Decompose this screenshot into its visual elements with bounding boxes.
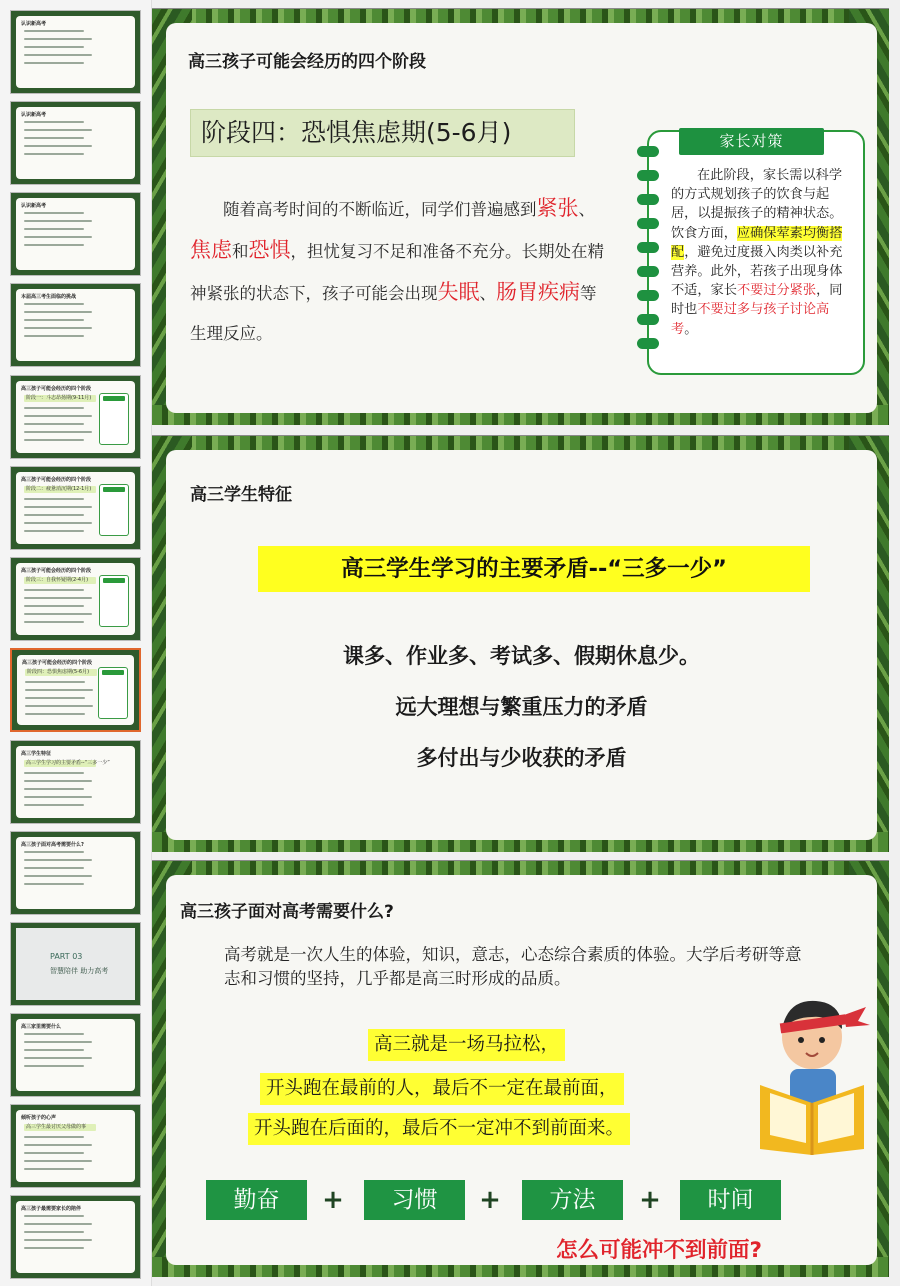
thumbnail-card	[16, 16, 135, 88]
thumbnail-text-line	[24, 335, 84, 337]
trait-line: 远大理想与繁重压力的矛盾	[395, 695, 648, 719]
notebook-ring	[637, 290, 659, 301]
slide-title: 高三学生特征	[190, 485, 292, 505]
slide-thumbnail[interactable]	[10, 101, 141, 185]
slide-title: 高三孩子可能会经历的四个阶段	[188, 52, 426, 72]
thumbnail-card	[16, 1019, 135, 1091]
slide-thumbnail[interactable]	[10, 740, 141, 824]
parent-advice-notebook	[647, 130, 865, 375]
thumbnail-title: 高三孩子最需要家长的陪伴	[21, 1206, 82, 1212]
exam-experience-text: 高考就是一次人生的体验，知识，意志，心态综合素质的体验。大学后考研等意志和习惯的坚持，几乎都是高三时形成的品质。	[224, 945, 802, 988]
thumbnail-text-line	[24, 1215, 84, 1217]
thumbnail-card	[16, 107, 135, 179]
thumbnail-heading-band: 阶段二：疲惫消沉期(12-1月)	[24, 486, 96, 493]
notebook-ring	[637, 170, 659, 181]
thumbnail-text-line	[24, 236, 92, 238]
plus-sign: +	[639, 1185, 661, 1215]
slide-thumbnail[interactable]	[10, 831, 141, 915]
thumbnail-heading-band: 阶段一：斗志昂扬期(9-11月)	[24, 395, 96, 402]
thumbnail-text-line	[24, 597, 92, 599]
thumbnail-title: 认识新高考	[21, 203, 47, 209]
thumbnail-text-line	[24, 796, 92, 798]
notebook-ring	[637, 218, 659, 229]
thumbnail-text-line	[24, 431, 92, 433]
marathon-highlight: 高三就是一场马拉松，	[368, 1029, 565, 1061]
thumbnail-title: 高三学生特征	[21, 751, 52, 757]
slide-thumbnail[interactable]	[10, 557, 141, 641]
thumbnail-text-line	[24, 621, 84, 623]
thumbnail-text-line	[24, 1065, 84, 1067]
thumbnail-title: 高三家里需要什么	[21, 1024, 62, 1030]
thumbnail-heading-band: 高三学生学习的主要矛盾--“三多一少”	[26, 760, 110, 766]
thumbnail-text-line	[24, 1144, 92, 1146]
thumbnail-text-line	[25, 681, 85, 683]
thumbnail-text-line	[24, 780, 92, 782]
thumbnail-text-line	[24, 228, 84, 230]
thumbnail-text-line	[24, 851, 84, 853]
thumbnail-advice-box	[99, 484, 129, 536]
notebook-ring	[637, 146, 659, 157]
thumbnail-card	[16, 928, 135, 1000]
thumbnail-advice-box	[98, 667, 128, 719]
thumbnail-text-line	[24, 54, 92, 56]
thumbnail-text-line	[25, 705, 93, 707]
slide-thumbnail[interactable]	[10, 1013, 141, 1097]
thumbnail-title: 本届高三考生面临的挑战	[21, 294, 77, 300]
slide-student-traits	[152, 435, 889, 852]
slide-thumbnail[interactable]	[10, 1195, 141, 1279]
notebook-ring	[637, 314, 659, 325]
notebook-ring	[637, 338, 659, 349]
trait-line: 多付出与少收获的矛盾	[416, 746, 627, 770]
thumbnail-text-line	[24, 303, 84, 305]
thumbnail-text-line	[24, 129, 92, 131]
thumbnail-card	[16, 837, 135, 909]
advice-heading: 家长对策	[679, 128, 824, 155]
slide-thumbnail[interactable]	[10, 375, 141, 459]
thumbnail-text-line	[24, 1041, 92, 1043]
slide-card	[166, 23, 877, 413]
thumbnail-text-line	[24, 1160, 92, 1162]
plus-sign: +	[479, 1185, 501, 1215]
thumbnail-card	[16, 198, 135, 270]
thumbnail-card	[16, 746, 135, 818]
thumbnail-title: 认识新高考	[21, 112, 47, 118]
thumbnail-text-line	[24, 875, 92, 877]
thumbnail-text-line	[24, 439, 84, 441]
thumbnail-text-line	[24, 605, 84, 607]
thumbnail-text-line	[24, 153, 84, 155]
thumbnail-text-line	[24, 1231, 84, 1233]
slide-four-stages	[152, 8, 889, 425]
slide-thumbnail[interactable]	[10, 192, 141, 276]
thumbnail-advice-box	[99, 575, 129, 627]
advice-text: 在此阶段，家长需以科学的方式规划孩子的饮食与起居，以提振孩子的精神状态。饮食方面，应确保荤素均衡搭配，避免过度摄入肉类以补充营养。此外，若孩子出现身体不适，家长不要过分紧张，同时也不要过多与孩子讨论高考。	[671, 168, 843, 337]
stage-heading: 阶段四：恐惧焦虑期(5-6月)	[190, 109, 575, 157]
slide-title: 高三孩子面对高考需要什么?	[180, 902, 394, 922]
thumbnail-card	[16, 1201, 135, 1273]
thumbnail-text-line	[24, 1239, 92, 1241]
key-diligence: 勤奋	[206, 1180, 307, 1220]
thumbnail-title: 高三孩子可能会经历的四个阶段	[21, 568, 92, 574]
thumbnail-title: 高三孩子可能会经历的四个阶段	[21, 386, 92, 392]
thumbnail-title: 高三孩子可能会经历的四个阶段	[21, 477, 92, 483]
thumbnail-text-line	[24, 319, 84, 321]
slide-thumbnail[interactable]	[10, 1104, 141, 1188]
thumbnail-advice-box	[99, 393, 129, 445]
thumbnail-text-line	[24, 38, 92, 40]
marathon-highlight: 开头跑在最前的人，最后不一定在最前面，	[260, 1073, 624, 1105]
thumbnail-text-line	[24, 1136, 84, 1138]
thumbnail-text-line	[24, 244, 84, 246]
thumbnail-text-line	[24, 1152, 84, 1154]
thumbnail-text-line	[24, 311, 92, 313]
thumbnail-heading-band: 高三学生最讨厌父母做的事	[24, 1124, 96, 1131]
thumbnail-text-line	[24, 212, 84, 214]
thumbnail-text-line	[24, 498, 84, 500]
closing-question: 怎么可能冲不到前面?	[556, 1238, 762, 1263]
thumbnail-text-line	[24, 121, 84, 123]
trait-line: 课多、作业多、考试多、假期休息少。	[343, 644, 700, 668]
slide-thumbnail[interactable]	[10, 466, 141, 550]
stage-description: 随着高考时间的不断临近，同学们普遍感到紧张、焦虑和恐惧，担忧复习不足和准备不充分。长期处在精神紧张的状态下，孩子可能会出现失眠、肠胃疾病等生理反应。	[190, 196, 604, 343]
thumbnail-text-line	[24, 522, 92, 524]
thumbnail-part-subtitle: 智慧陪伴 助力高考	[50, 967, 109, 975]
thumbnail-title: 认识新高考	[21, 21, 47, 27]
thumbnail-text-line	[25, 689, 93, 691]
thumbnail-text-line	[24, 1223, 92, 1225]
thumbnail-text-line	[24, 506, 92, 508]
thumbnail-card	[17, 655, 134, 725]
thumbnail-card	[16, 472, 135, 544]
thumbnail-heading-band: 阶段四：恐惧焦虑期(5-6月)	[25, 669, 97, 676]
plus-sign: +	[322, 1185, 344, 1215]
thumbnail-card	[16, 563, 135, 635]
slide-thumbnail-panel[interactable]	[0, 0, 152, 1286]
thumbnail-text-line	[24, 220, 92, 222]
thumbnail-text-line	[24, 514, 84, 516]
thumbnail-card	[16, 381, 135, 453]
notebook-ring	[637, 266, 659, 277]
thumbnail-text-line	[24, 788, 84, 790]
thumbnail-text-line	[24, 137, 84, 139]
thumbnail-card	[16, 289, 135, 361]
thumbnail-card	[16, 1110, 135, 1182]
thumbnail-text-line	[25, 713, 85, 715]
thumbnail-text-line	[24, 1247, 84, 1249]
thumbnail-text-line	[24, 30, 84, 32]
slide-card	[166, 450, 877, 840]
thumbnail-title: 高三孩子面对高考需要什么?	[21, 842, 84, 848]
slide-thumbnail[interactable]	[10, 648, 141, 732]
thumbnail-text-line	[24, 1168, 84, 1170]
slide-card	[166, 875, 877, 1265]
thumbnail-text-line	[24, 859, 92, 861]
key-time: 时间	[680, 1180, 781, 1220]
thumbnail-text-line	[24, 1033, 84, 1035]
thumbnail-title: 倾听孩子的心声	[21, 1115, 57, 1121]
marathon-highlight: 开头跑在后面的，最后不一定冲不到前面来。	[248, 1113, 630, 1145]
key-habit: 习惯	[364, 1180, 465, 1220]
thumbnail-text-line	[24, 589, 84, 591]
thumbnail-text-line	[24, 62, 84, 64]
key-method: 方法	[522, 1180, 623, 1220]
slide-what-students-need	[152, 860, 889, 1277]
thumbnail-text-line	[25, 697, 85, 699]
thumbnail-text-line	[24, 613, 92, 615]
thumbnail-heading-band: 阶段三：自我怀疑期(2-4月)	[24, 577, 96, 584]
thumbnail-text-line	[24, 145, 92, 147]
thumbnail-text-line	[24, 530, 84, 532]
thumbnail-text-line	[24, 883, 84, 885]
thumbnail-text-line	[24, 407, 84, 409]
thumbnail-title: 高三孩子可能会经历的四个阶段	[22, 660, 93, 666]
thumbnail-text-line	[24, 423, 84, 425]
main-contradiction-banner: 高三学生学习的主要矛盾--“三多一少”	[258, 546, 810, 592]
thumbnail-text-line	[24, 804, 84, 806]
notebook-ring	[637, 194, 659, 205]
section-divider-preview	[16, 928, 135, 1000]
thumbnail-text-line	[24, 415, 92, 417]
thumbnail-text-line	[24, 327, 92, 329]
thumbnail-text-line	[24, 867, 84, 869]
thumbnail-text-line	[24, 1057, 92, 1059]
thumbnail-text-line	[24, 772, 84, 774]
thumbnail-part-label: PART 03	[50, 952, 83, 961]
slide-thumbnail[interactable]	[10, 283, 141, 367]
thumbnail-text-line	[24, 46, 84, 48]
slide-thumbnail[interactable]	[10, 922, 141, 1006]
student-reading-book-illustration	[754, 985, 874, 1155]
slide-thumbnail[interactable]	[10, 10, 141, 94]
notebook-ring	[637, 242, 659, 253]
thumbnail-text-line	[24, 1049, 84, 1051]
